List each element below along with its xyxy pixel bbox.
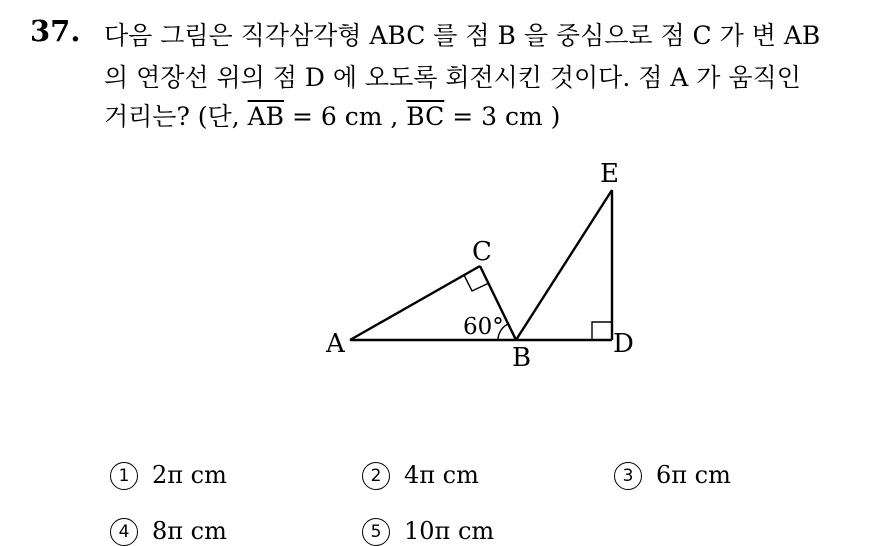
segment-ab: $\overline{AB}$ <box>247 102 285 131</box>
label-c: C <box>472 237 492 267</box>
choice-4-mark: 4 <box>110 518 138 546</box>
question-number: 37. <box>30 14 81 48</box>
choice-1-text: 2π cm <box>152 461 227 489</box>
question-line-2: 의 연장선 위의 점 D 에 오도록 회전시킨 것이다. 점 A 가 움직인 <box>104 63 801 92</box>
choice-5-mark: 5 <box>362 518 390 546</box>
question-line-1: 다음 그림은 직각삼각형 ABC 를 점 B 을 중심으로 점 C 가 변 AB <box>104 21 821 50</box>
segment-a-c <box>350 266 480 340</box>
label-e: E <box>600 159 619 189</box>
choice-4-text: 8π cm <box>152 517 227 545</box>
choice-1-mark: 1 <box>110 462 138 490</box>
segment-b-e <box>516 190 612 340</box>
choice-2-text: 4π cm <box>404 461 479 489</box>
choice-5[interactable] <box>362 517 494 546</box>
label-a: A <box>326 329 345 359</box>
segment-bc: $\overline{BC}$ <box>406 102 445 131</box>
choice-3[interactable] <box>614 461 731 490</box>
length-ab: = 6 cm , <box>284 102 407 131</box>
choice-3-text: 6π cm <box>656 461 731 489</box>
choice-5-text: 10π cm <box>404 517 495 545</box>
choice-4[interactable] <box>110 517 227 546</box>
choice-2-mark: 2 <box>362 462 390 490</box>
angle-label-60: 60° <box>463 314 504 340</box>
choice-1[interactable] <box>110 461 227 490</box>
question-line-3-prefix: 거리는? (단, <box>104 102 248 131</box>
right-angle-mark-d <box>592 322 612 340</box>
length-bc: = 3 cm ) <box>444 102 561 131</box>
label-b: B <box>512 343 532 373</box>
choice-2[interactable] <box>362 461 479 490</box>
label-d: D <box>613 329 634 359</box>
choice-3-mark: 3 <box>614 462 642 490</box>
